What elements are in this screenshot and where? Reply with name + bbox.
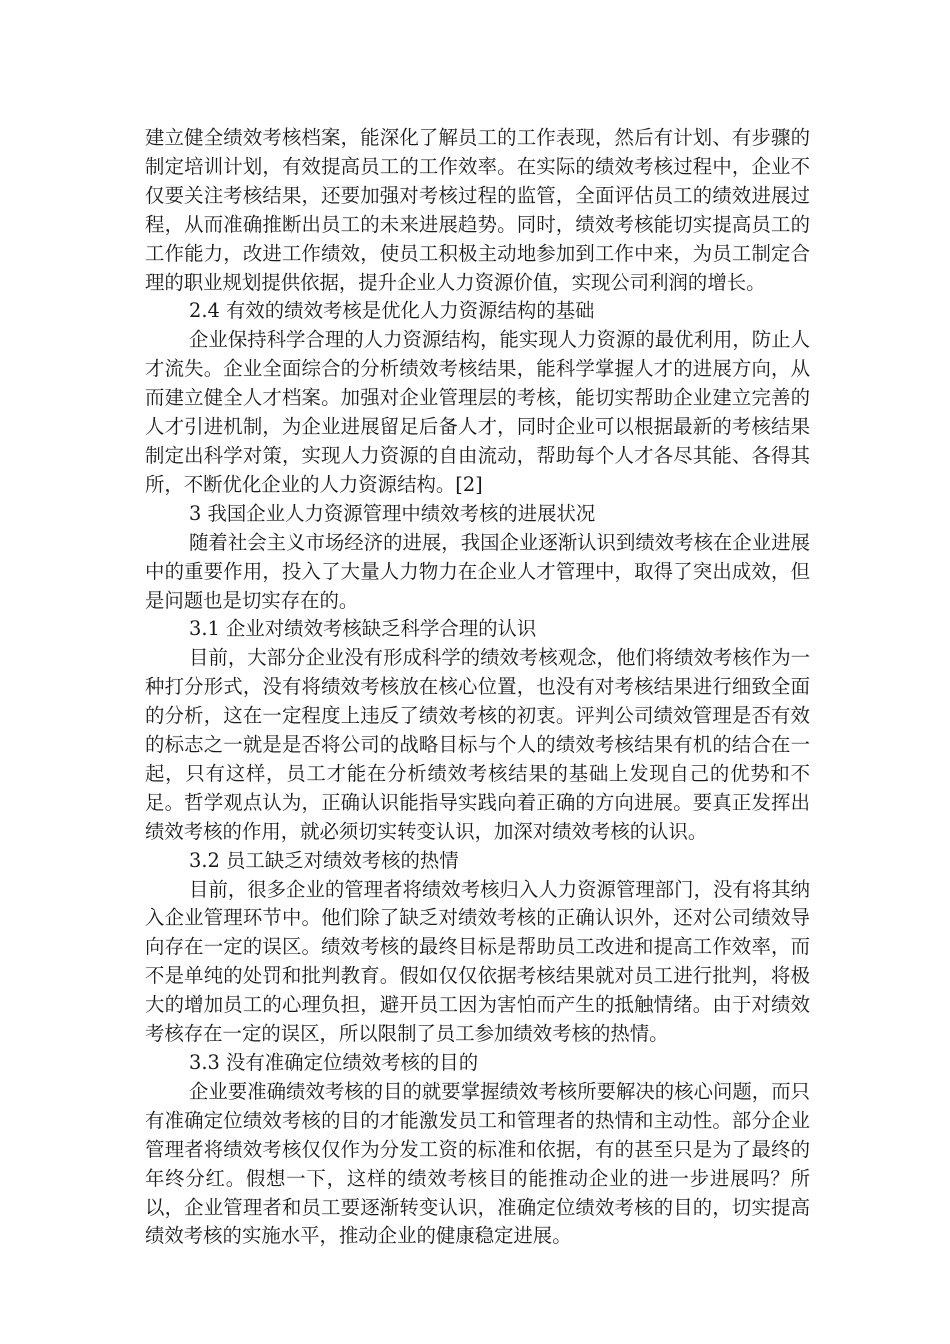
document-body [145, 124, 810, 1251]
paragraph-3-3: 企业要准确绩效考核的目的就要掌握绩效考核所要解决的核心问题，而只有准确定位绩效考核的目的才能激发员工和管理者的热情和主动性。部分企业管理者将绩效考核仅仅作为分发工资的标准和依据，有的甚至只是为了最终的年终分红。假想一下，这样的绩效考核目的能推动企业的进一步进展吗？所以，企业管理者和员工要逐渐转变认识，准确定位绩效考核的目的，切实提高绩效考核的实施水平，推动企业的健康稳定进展。 [145, 1079, 810, 1248]
paragraph-continuation: 建立健全绩效考核档案，能深化了解员工的工作表现，然后有计划、有步骤的制定培训计划，有效提高员工的工作效率。在实际的绩效考核过程中，企业不仅要关注考核结果，还要加强对考核过程的监管，全面评估员工的绩效进展过程，从而准确推断出员工的未来进展趋势。同时，绩效考核能切实提高员工的工作能力，改进工作绩效，使员工积极主动地参加到工作中来，为员工制定合理的职业规划提供依据，提升企业人力资源价值，实现公司利润的增长。 [145, 126, 810, 294]
section-heading-2-4: 2.4 有效的绩效考核是优化人力资源结构的基础 [189, 299, 595, 323]
paragraph-2-4: 企业保持科学合理的人力资源结构，能实现人力资源的最优利用，防止人才流失。企业全面综合的分析绩效考核结果，能科学掌握人才的进展方向，从而建立健全人才档案。加强对企业管理层的考核，能切实帮助企业建立完善的人才引进机制，为企业进展留足后备人才，同时企业可以根据最新的考核结果制定出科学对策，实现人力资源的自由流动，帮助每个人才各尽其能、各得其所，不断优化企业的人力资源结构。[2] [145, 328, 810, 496]
section-heading-3-3: 3.3 没有准确定位绩效考核的目的 [189, 1051, 479, 1074]
paragraph-3-2: 目前，很多企业的管理者将绩效考核归入人力资源管理部门，没有将其纳入企业管理环节中。他们除了缺乏对绩效考核的正确认识外，还对公司绩效导向存在一定的误区。绩效考核的最终目标是帮助员工改进和提高工作效率，而不是单纯的处罚和批判教育。假如仅仅依据考核结果就对员工进行批判，将极大的增加员工的心理负担，避开员工因为害怕而产生的抵触情绪。由于对绩效考核存在一定的误区，所以限制了员工参加绩效考核的热情。 [145, 877, 810, 1046]
section-heading-3: 3 我国企业人力资源管理中绩效考核的进展状况 [189, 501, 596, 525]
section-heading-3-2: 3.2 员工缺乏对绩效考核的热情 [189, 848, 459, 872]
section-heading-3-1: 3.1 企业对绩效考核缺乏科学合理的认识 [189, 617, 537, 641]
paragraph-3: 随着社会主义市场经济的进展，我国企业逐渐认识到绩效考核在企业进展中的重要作用，投入了大量人力物力在企业人才管理中，取得了突出成效，但是问题也是切实存在的。 [145, 530, 810, 612]
paragraph-3-1: 目前，大部分企业没有形成科学的绩效考核观念，他们将绩效考核作为一种打分形式，没有将绩效考核放在核心位置，也没有对考核结果进行细致全面的分析，这在一定程度上违反了绩效考核的初衷。评判公司绩效管理是否有效的标志之一就是是否将公司的战略目标与个人的绩效考核结果有机的结合在一起，只有这样，员工才能在分析绩效考核结果的基础上发现自己的优势和不足。哲学观点认为，正确认识能指导实践向着正确的方向进展。要真正发挥出绩效考核的作用，就必须切实转变认识，加深对绩效考核的认识。 [145, 646, 810, 843]
